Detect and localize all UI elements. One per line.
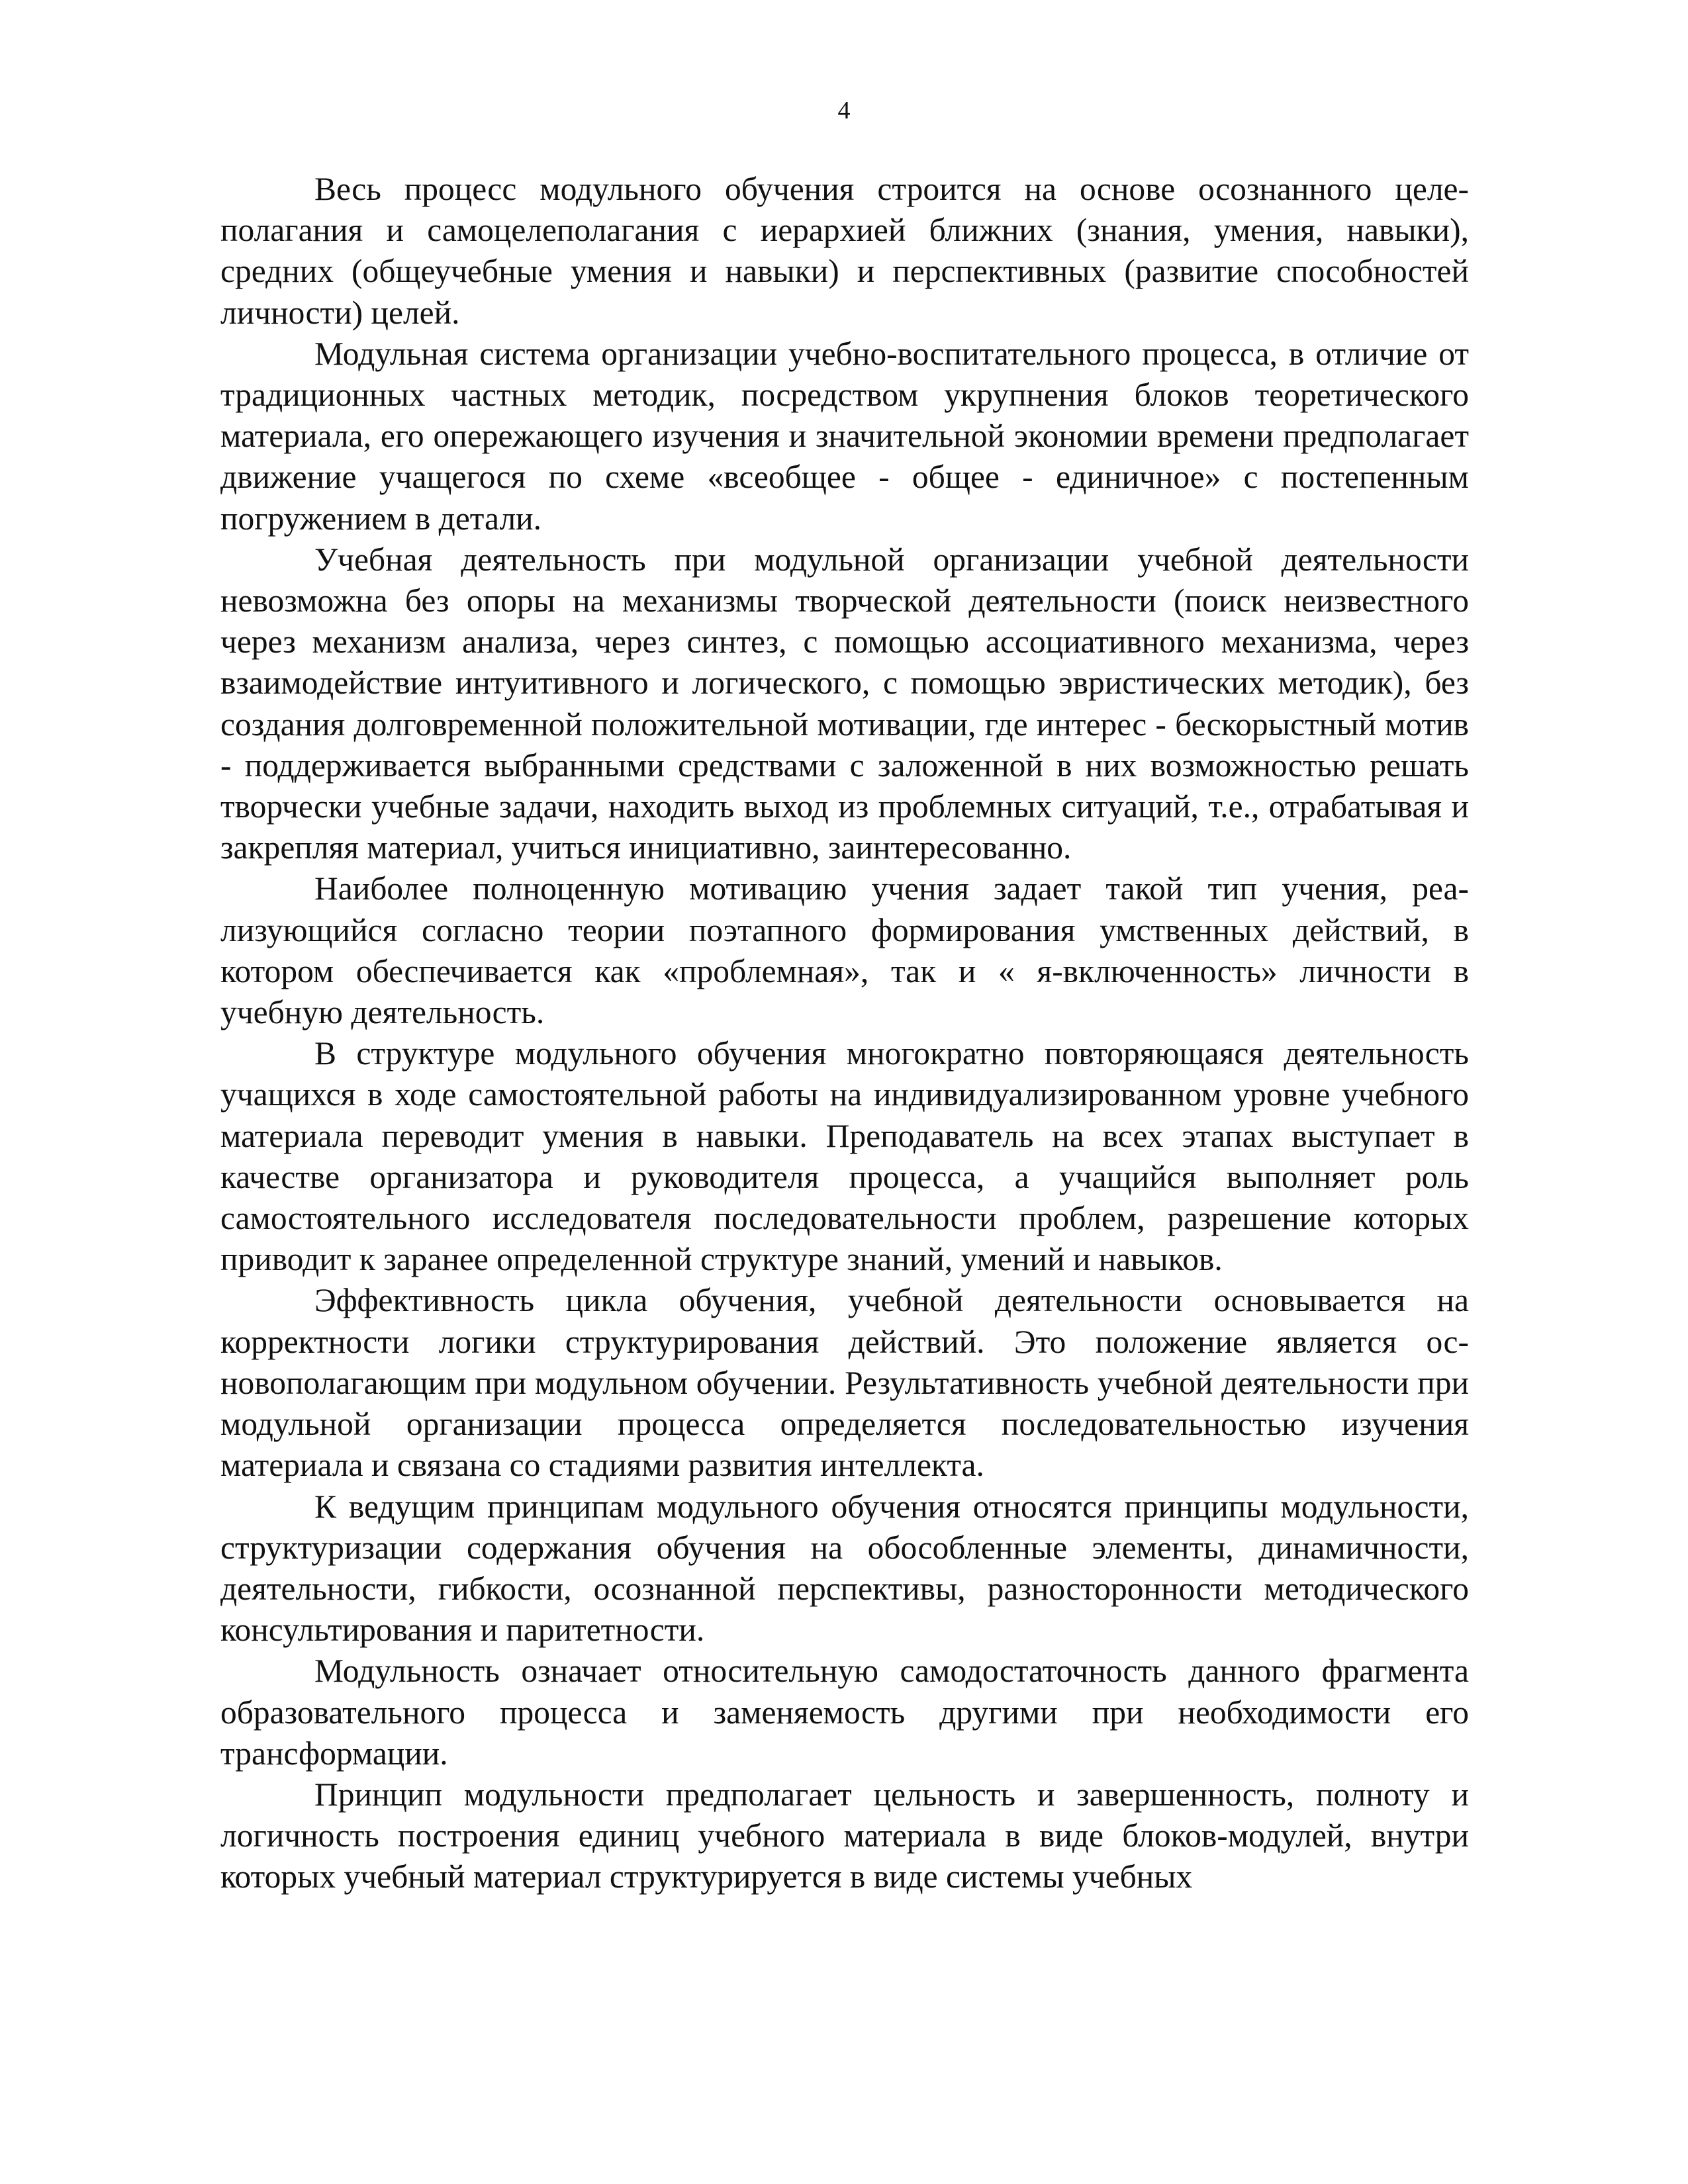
paragraph-4: Наиболее полноценную мотивацию учения задает такой тип учения, реализующийся согласно теории поэтапного формирования умственных действий, в котором обеспечивается как «проблемная», так и « я-включенность» личности в учебную деятельность. [220, 870, 1469, 1031]
paragraph-9: Принцип модульности предполагает цельность и завершенность, полноту и логичность построения единиц учебного материала в виде блоков-модулей, внутри которых учебный материал структурируется в виде системы учебных [220, 1776, 1469, 1895]
paragraph-7: К ведущим принципам модульного обучения относятся принципы модульности, структуризации содержания обучения на обособленные элементы, динамичности, деятельности, гибкости, осознанной перспективы, разносторонности методического консультирования и паритетности. [220, 1488, 1469, 1649]
paragraph-2: Модульная система организации учебно-воспитательного процесса, в отличие от традиционных частных методик, посредством укрупнения блоков теоретического материала, его опережающего изучения и значительной экономии времени предполагает движение учащегося по схеме «всеобщее - общее - единичное» с постепенным погружением в детали. [220, 335, 1469, 537]
paragraph-3: Учебная деятельность при модульной организации учебной деятельности невозможна без опоры на механизмы творческой деятельности (поиск неизвестного через механизм анализа, через синтез, с помощью ассоциативного механизма, через взаимодействие интуитивного и логического, с помощью эвристических методик), без создания долговременной положительной мотивации, где интерес - бескорыстный мотив - поддерживается выбранными средствами с заложенной в них возможностью решать творчески учебные задачи, находить выход из проблемных ситуаций, т.е., отрабатывая и закрепляя материал, учиться инициативно, заинтересованно. [220, 541, 1469, 866]
paragraph-5: В структуре модульного обучения многократно повторяющаяся деятельность учащихся в ходе самостоятельной работы на индивидуализированном уровне учебного материала переводит умения в навыки. Преподаватель на всех этапах выступает в качестве организатора и руководителя процесса, а учащийся выполняет роль самостоятельного исследователя последовательности проблем, разрешение которых приводит к заранее определенной структуре знаний, умений и навыков. [220, 1035, 1469, 1278]
page-number: 4 [837, 97, 851, 124]
paragraph-8: Модульность означает относительную самодостаточность данного фрагмента образовательного процесса и заменяемость другими при необходимости его трансформации. [220, 1653, 1469, 1772]
body-text [220, 169, 1469, 1898]
paragraph-6: Эффективность цикла обучения, учебной деятельности основывается на корректности логики структурирования действий. Это положение является основополагающим при модульном обучении. Результативность учебной деятельности при модульной организации процесса определяется последовательностью изучения материала и связана со стадиями развития интеллекта. [220, 1282, 1469, 1484]
paragraph-1: Весь процесс модульного обучения строится на основе осознанного целеполагания и самоцелеполагания с иерархией ближних (знания, умения, навыки), средних (общеучебные умения и навыки) и перспективных (развитие способностей личности) целей. [220, 171, 1469, 331]
